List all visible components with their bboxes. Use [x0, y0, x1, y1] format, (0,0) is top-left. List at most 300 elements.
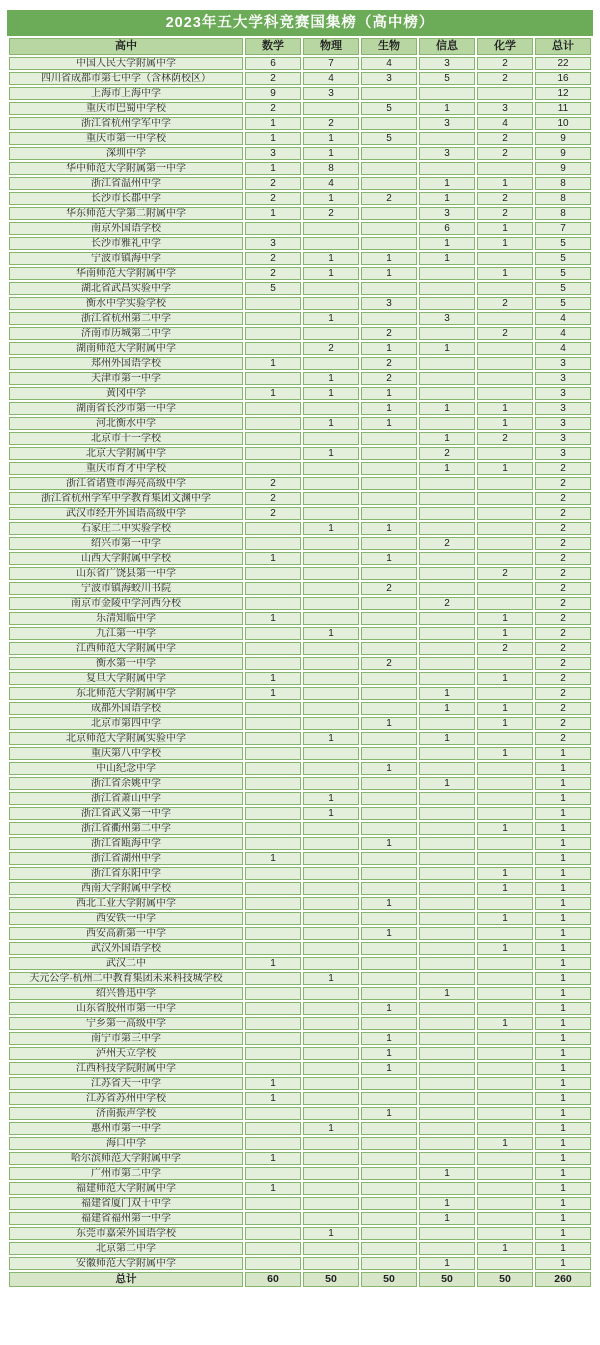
table-row	[9, 162, 591, 175]
value-cell	[245, 417, 301, 430]
value-cell	[303, 612, 359, 625]
header-cell: 生物	[361, 38, 417, 55]
value-cell	[245, 567, 301, 580]
value-cell	[361, 117, 417, 130]
table-row	[9, 807, 591, 820]
header-cell-school: 高中	[9, 38, 243, 55]
value-cell	[419, 897, 475, 910]
value-cell: 1	[535, 1062, 591, 1075]
table-row	[9, 462, 591, 475]
value-cell: 1	[303, 972, 359, 985]
value-cell	[303, 582, 359, 595]
value-cell: 1	[535, 777, 591, 790]
school-name-cell: 华东师范大学第二附属中学	[9, 207, 243, 220]
value-cell	[477, 552, 533, 565]
school-name-cell: 宁波市镇海蛟川书院	[9, 582, 243, 595]
value-cell: 1	[245, 357, 301, 370]
school-name-cell: 长沙市雅礼中学	[9, 237, 243, 250]
value-cell: 2	[477, 132, 533, 145]
value-cell	[303, 537, 359, 550]
value-cell	[419, 1152, 475, 1165]
value-cell	[361, 312, 417, 325]
value-cell	[477, 477, 533, 490]
footer-total-cell: 50	[303, 1272, 359, 1287]
value-cell	[245, 1047, 301, 1060]
value-cell: 1	[535, 852, 591, 865]
value-cell: 1	[361, 522, 417, 535]
table-row	[9, 372, 591, 385]
value-cell	[419, 1122, 475, 1135]
value-cell	[303, 1017, 359, 1030]
value-cell	[245, 402, 301, 415]
value-cell	[477, 252, 533, 265]
value-cell: 1	[303, 387, 359, 400]
value-cell	[245, 327, 301, 340]
table-footer	[9, 1272, 591, 1287]
table-title: 2023年五大学科竞赛国集榜（高中榜）	[7, 10, 593, 36]
value-cell	[419, 1107, 475, 1120]
value-cell	[303, 102, 359, 115]
value-cell: 1	[303, 1227, 359, 1240]
value-cell: 3	[245, 147, 301, 160]
table-header	[9, 38, 591, 55]
value-cell	[419, 837, 475, 850]
school-name-cell: 重庆市第一中学校	[9, 132, 243, 145]
school-name-cell: 黄冈中学	[9, 387, 243, 400]
value-cell: 2	[245, 102, 301, 115]
table-row	[9, 342, 591, 355]
value-cell: 1	[419, 732, 475, 745]
value-cell	[477, 1212, 533, 1225]
value-cell	[303, 852, 359, 865]
value-cell: 1	[477, 882, 533, 895]
value-cell	[361, 1092, 417, 1105]
value-cell: 1	[535, 1257, 591, 1270]
table-row	[9, 717, 591, 730]
school-name-cell: 绍兴鲁迅中学	[9, 987, 243, 1000]
value-cell: 2	[419, 537, 475, 550]
value-cell	[245, 867, 301, 880]
table-row	[9, 657, 591, 670]
value-cell	[303, 912, 359, 925]
table-row	[9, 267, 591, 280]
value-cell	[361, 957, 417, 970]
table-row	[9, 252, 591, 265]
value-cell: 1	[303, 372, 359, 385]
value-cell	[361, 237, 417, 250]
value-cell: 10	[535, 117, 591, 130]
value-cell: 1	[477, 462, 533, 475]
school-name-cell: 南京外国语学校	[9, 222, 243, 235]
school-name-cell: 湖南省长沙市第一中学	[9, 402, 243, 415]
value-cell	[361, 507, 417, 520]
table-row	[9, 507, 591, 520]
school-name-cell: 福建省厦门双十中学	[9, 1197, 243, 1210]
value-cell: 1	[419, 402, 475, 415]
table-row	[9, 87, 591, 100]
table-row	[9, 387, 591, 400]
value-cell	[419, 1182, 475, 1195]
value-cell	[477, 597, 533, 610]
value-cell	[303, 1242, 359, 1255]
table-row	[9, 642, 591, 655]
school-name-cell: 福建师范大学附属中学	[9, 1182, 243, 1195]
value-cell: 1	[477, 822, 533, 835]
school-name-cell: 浙江省萧山中学	[9, 792, 243, 805]
table-row	[9, 417, 591, 430]
value-cell: 1	[477, 237, 533, 250]
value-cell	[361, 1152, 417, 1165]
value-cell: 1	[477, 417, 533, 430]
value-cell: 3	[535, 372, 591, 385]
table-row	[9, 477, 591, 490]
header-row	[9, 38, 591, 55]
value-cell	[361, 207, 417, 220]
value-cell	[477, 807, 533, 820]
value-cell: 8	[535, 207, 591, 220]
value-cell	[419, 717, 475, 730]
value-cell	[303, 687, 359, 700]
school-name-cell: 天元公学·杭州二中教育集团未来科技城学校	[9, 972, 243, 985]
value-cell: 2	[535, 522, 591, 535]
value-cell	[245, 1227, 301, 1240]
value-cell	[245, 822, 301, 835]
value-cell	[245, 1242, 301, 1255]
table-row	[9, 1062, 591, 1075]
header-cell: 物理	[303, 38, 359, 55]
school-name-cell: 南宁市第三中学	[9, 1032, 243, 1045]
value-cell: 1	[535, 1032, 591, 1045]
value-cell: 2	[477, 147, 533, 160]
value-cell	[245, 747, 301, 760]
value-cell	[361, 492, 417, 505]
value-cell: 1	[303, 192, 359, 205]
value-cell	[477, 1182, 533, 1195]
value-cell: 4	[535, 312, 591, 325]
value-cell	[477, 357, 533, 370]
table-row	[9, 147, 591, 160]
school-name-cell: 山东省广饶县第一中学	[9, 567, 243, 580]
value-cell: 16	[535, 72, 591, 85]
value-cell: 2	[419, 447, 475, 460]
table-row	[9, 1227, 591, 1240]
value-cell: 3	[535, 387, 591, 400]
value-cell	[477, 507, 533, 520]
value-cell	[419, 762, 475, 775]
table-row	[9, 447, 591, 460]
value-cell: 3	[535, 447, 591, 460]
value-cell	[303, 567, 359, 580]
value-cell	[419, 867, 475, 880]
value-cell	[245, 987, 301, 1000]
value-cell	[245, 312, 301, 325]
value-cell	[419, 1077, 475, 1090]
table-row	[9, 537, 591, 550]
value-cell	[477, 897, 533, 910]
value-cell: 12	[535, 87, 591, 100]
value-cell	[361, 177, 417, 190]
table-row	[9, 777, 591, 790]
value-cell	[361, 612, 417, 625]
value-cell	[419, 912, 475, 925]
value-cell	[477, 282, 533, 295]
value-cell: 1	[303, 417, 359, 430]
table-row	[9, 1167, 591, 1180]
value-cell	[245, 762, 301, 775]
table-row	[9, 207, 591, 220]
value-cell	[361, 822, 417, 835]
school-name-cell: 山西大学附属中学校	[9, 552, 243, 565]
value-cell	[419, 282, 475, 295]
value-cell: 1	[477, 402, 533, 415]
value-cell	[245, 1197, 301, 1210]
school-name-cell: 宁乡第一高级中学	[9, 1017, 243, 1030]
value-cell: 1	[419, 687, 475, 700]
school-name-cell: 山东省胶州市第一中学	[9, 1002, 243, 1015]
value-cell	[477, 852, 533, 865]
table-row	[9, 567, 591, 580]
school-name-cell: 浙江省杭州学军中学	[9, 117, 243, 130]
value-cell: 1	[477, 867, 533, 880]
school-name-cell: 泸州天立学校	[9, 1047, 243, 1060]
value-cell	[303, 747, 359, 760]
value-cell: 1	[419, 702, 475, 715]
value-cell: 5	[361, 102, 417, 115]
value-cell: 3	[361, 72, 417, 85]
value-cell: 2	[361, 657, 417, 670]
value-cell	[477, 312, 533, 325]
value-cell	[303, 762, 359, 775]
value-cell	[245, 222, 301, 235]
value-cell: 1	[419, 237, 475, 250]
value-cell	[477, 537, 533, 550]
school-name-cell: 西安高新第一中学	[9, 927, 243, 940]
value-cell: 1	[303, 252, 359, 265]
value-cell	[303, 597, 359, 610]
value-cell: 3	[477, 102, 533, 115]
value-cell	[303, 1167, 359, 1180]
value-cell	[303, 1197, 359, 1210]
value-cell: 2	[535, 492, 591, 505]
school-name-cell: 重庆市巴蜀中学校	[9, 102, 243, 115]
value-cell	[477, 447, 533, 460]
value-cell: 5	[535, 297, 591, 310]
value-cell	[419, 957, 475, 970]
value-cell: 7	[303, 57, 359, 70]
value-cell	[419, 672, 475, 685]
value-cell	[245, 882, 301, 895]
value-cell: 1	[245, 132, 301, 145]
value-cell	[419, 87, 475, 100]
value-cell	[245, 537, 301, 550]
value-cell: 1	[361, 387, 417, 400]
value-cell	[245, 1032, 301, 1045]
value-cell	[303, 957, 359, 970]
school-name-cell: 浙江省杭州学军中学教育集团文渊中学	[9, 492, 243, 505]
value-cell: 1	[535, 822, 591, 835]
value-cell: 2	[535, 582, 591, 595]
value-cell	[303, 867, 359, 880]
table-row	[9, 297, 591, 310]
value-cell: 1	[535, 1227, 591, 1240]
table-row	[9, 1242, 591, 1255]
value-cell: 1	[477, 222, 533, 235]
value-cell	[477, 927, 533, 940]
school-name-cell: 江西科技学院附属中学	[9, 1062, 243, 1075]
value-cell: 1	[535, 1212, 591, 1225]
value-cell	[361, 1017, 417, 1030]
value-cell	[419, 1002, 475, 1015]
school-name-cell: 北京第二中学	[9, 1242, 243, 1255]
value-cell	[419, 132, 475, 145]
table-row	[9, 117, 591, 130]
value-cell: 2	[361, 372, 417, 385]
value-cell	[245, 732, 301, 745]
value-cell	[419, 327, 475, 340]
value-cell: 2	[535, 597, 591, 610]
value-cell	[303, 987, 359, 1000]
value-cell	[419, 852, 475, 865]
value-cell	[361, 462, 417, 475]
value-cell	[419, 942, 475, 955]
school-name-cell: 海口中学	[9, 1137, 243, 1150]
value-cell	[477, 1092, 533, 1105]
value-cell: 4	[477, 117, 533, 130]
value-cell	[245, 1257, 301, 1270]
value-cell: 1	[535, 957, 591, 970]
table-row	[9, 612, 591, 625]
value-cell: 9	[535, 132, 591, 145]
value-cell: 1	[245, 687, 301, 700]
school-name-cell: 福建省福州第一中学	[9, 1212, 243, 1225]
value-cell	[477, 342, 533, 355]
table-row	[9, 1002, 591, 1015]
table-row	[9, 957, 591, 970]
value-cell	[419, 552, 475, 565]
value-cell	[477, 687, 533, 700]
value-cell	[361, 867, 417, 880]
value-cell	[303, 1212, 359, 1225]
value-cell: 1	[245, 207, 301, 220]
value-cell: 1	[535, 1242, 591, 1255]
value-cell	[419, 822, 475, 835]
school-name-cell: 南京市金陵中学河西分校	[9, 597, 243, 610]
value-cell: 1	[245, 552, 301, 565]
table-row	[9, 492, 591, 505]
value-cell: 7	[535, 222, 591, 235]
value-cell	[303, 1002, 359, 1015]
value-cell: 1	[361, 1062, 417, 1075]
value-cell	[361, 807, 417, 820]
value-cell	[361, 1167, 417, 1180]
table-row	[9, 57, 591, 70]
value-cell	[361, 882, 417, 895]
value-cell	[245, 702, 301, 715]
value-cell	[477, 162, 533, 175]
value-cell	[419, 627, 475, 640]
value-cell	[419, 567, 475, 580]
value-cell: 1	[535, 837, 591, 850]
value-cell	[361, 732, 417, 745]
school-name-cell: 安徽师范大学附属中学	[9, 1257, 243, 1270]
value-cell	[419, 807, 475, 820]
value-cell: 2	[535, 612, 591, 625]
value-cell	[361, 147, 417, 160]
table-row	[9, 1122, 591, 1135]
value-cell	[361, 1212, 417, 1225]
value-cell: 1	[245, 117, 301, 130]
value-cell	[303, 222, 359, 235]
value-cell	[303, 657, 359, 670]
value-cell: 4	[361, 57, 417, 70]
school-name-cell: 浙江省湖州中学	[9, 852, 243, 865]
value-cell	[245, 642, 301, 655]
value-cell: 1	[361, 717, 417, 730]
value-cell: 2	[535, 732, 591, 745]
value-cell	[361, 597, 417, 610]
value-cell	[303, 942, 359, 955]
value-cell	[477, 957, 533, 970]
value-cell	[477, 657, 533, 670]
value-cell: 4	[535, 342, 591, 355]
value-cell	[245, 462, 301, 475]
value-cell: 1	[361, 552, 417, 565]
school-name-cell: 浙江省衢州第二中学	[9, 822, 243, 835]
value-cell: 2	[535, 552, 591, 565]
value-cell: 1	[361, 1032, 417, 1045]
footer-total-cell: 50	[419, 1272, 475, 1287]
table-row	[9, 1077, 591, 1090]
header-cell: 信息	[419, 38, 475, 55]
value-cell	[245, 1122, 301, 1135]
school-name-cell: 哈尔滨师范大学附属中学	[9, 1152, 243, 1165]
value-cell	[245, 372, 301, 385]
value-cell: 8	[535, 177, 591, 190]
value-cell: 1	[361, 897, 417, 910]
table-row	[9, 1017, 591, 1030]
value-cell	[361, 687, 417, 700]
school-name-cell: 上海市上海中学	[9, 87, 243, 100]
value-cell: 2	[535, 567, 591, 580]
value-cell: 1	[303, 732, 359, 745]
value-cell: 1	[245, 1092, 301, 1105]
school-name-cell: 湖南师范大学附属中学	[9, 342, 243, 355]
value-cell: 1	[245, 162, 301, 175]
school-name-cell: 天津市第一中学	[9, 372, 243, 385]
value-cell: 2	[303, 342, 359, 355]
table-row	[9, 1047, 591, 1060]
value-cell	[303, 507, 359, 520]
table-row	[9, 927, 591, 940]
value-cell: 9	[535, 162, 591, 175]
value-cell	[303, 1137, 359, 1150]
school-name-cell: 武汉市经开外国语高级中学	[9, 507, 243, 520]
value-cell	[361, 777, 417, 790]
school-name-cell: 绍兴市第一中学	[9, 537, 243, 550]
school-name-cell: 华南师范大学附属中学	[9, 267, 243, 280]
value-cell	[361, 642, 417, 655]
value-cell	[419, 1227, 475, 1240]
value-cell: 2	[477, 57, 533, 70]
footer-label-cell: 总计	[9, 1272, 243, 1287]
school-name-cell: 重庆第八中学校	[9, 747, 243, 760]
value-cell	[245, 942, 301, 955]
value-cell	[245, 627, 301, 640]
value-cell	[419, 792, 475, 805]
value-cell: 1	[245, 1152, 301, 1165]
value-cell: 5	[245, 282, 301, 295]
table-row	[9, 357, 591, 370]
